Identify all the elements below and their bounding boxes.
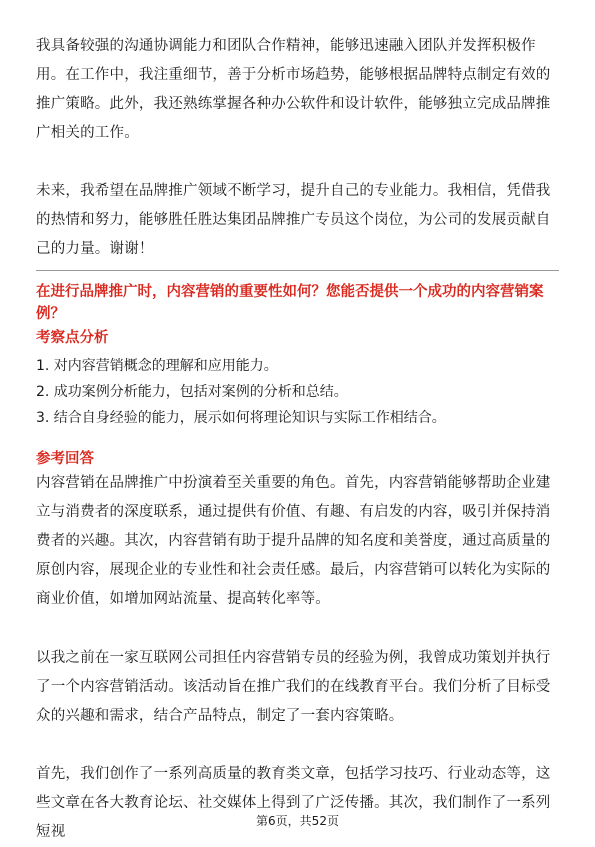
question-heading: 在进行品牌推广时，内容营销的重要性如何？您能否提供一个成功的内容营销案例？ (36, 284, 544, 322)
page-number: 第6页，共52页 (256, 814, 339, 828)
analysis-point: 2. 成功案例分析能力，包括对案例的分析和总结。 (36, 384, 348, 400)
analysis-point: 1. 对内容营销概念的理解和应用能力。 (36, 358, 278, 374)
analysis-points-list (36, 353, 446, 431)
answer-title: 参考回答 (36, 451, 94, 467)
answer-paragraph-1: 内容营销在品牌推广中扮演着至关重要的角色。首先，内容营销能够帮助企业建立与消费者的深度联系，通过提供有价值、有趣、有启发的内容，吸引并保持消费者的兴趣。其次，内容营销有助于提升品牌的知名度和美誉度，通过高质量的原创内容，展现企业的专业性和社会责任感。最后，内容营销可以转化为实际的商业价值，如增加网站流量、提高转化率等。 (36, 475, 551, 607)
analysis-point: 3. 结合自身经验的能力，展示如何将理论知识与实际工作相结合。 (36, 410, 446, 426)
answer-paragraph-2: 以我之前在一家互联网公司担任内容营销专员的经验为例，我曾成功策划并执行了一个内容营销活动。该活动旨在推广我们的在线教育平台。我们分析了目标受众的兴趣和需求，结合产品特点，制定了一套内容策略。 (36, 650, 551, 724)
intro-paragraph-2: 未来，我希望在品牌推广领域不断学习，提升自己的专业能力。我相信，凭借我的热情和努力，能够胜任胜达集团品牌推广专员这个岗位，为公司的发展贡献自己的力量。谢谢！ (36, 183, 551, 257)
answer-paragraph-3: 首先，我们创作了一系列高质量的教育类文章，包括学习技巧、行业动态等，这些文章在各大教育论坛、社交媒体上得到了广泛传播。其次，我们制作了一系列短视 (36, 766, 551, 840)
section-divider (36, 270, 559, 271)
analysis-title: 考察点分析 (36, 330, 109, 346)
intro-paragraph-1: 我具备较强的沟通协调能力和团队合作精神，能够迅速融入团队并发挥积极作用。在工作中，我注重细节，善于分析市场趋势，能够根据品牌特点制定有效的推广策略。此外，我还熟练掌握各种办公软件和设计软件，能够独立完成品牌推广相关的工作。 (36, 38, 551, 141)
